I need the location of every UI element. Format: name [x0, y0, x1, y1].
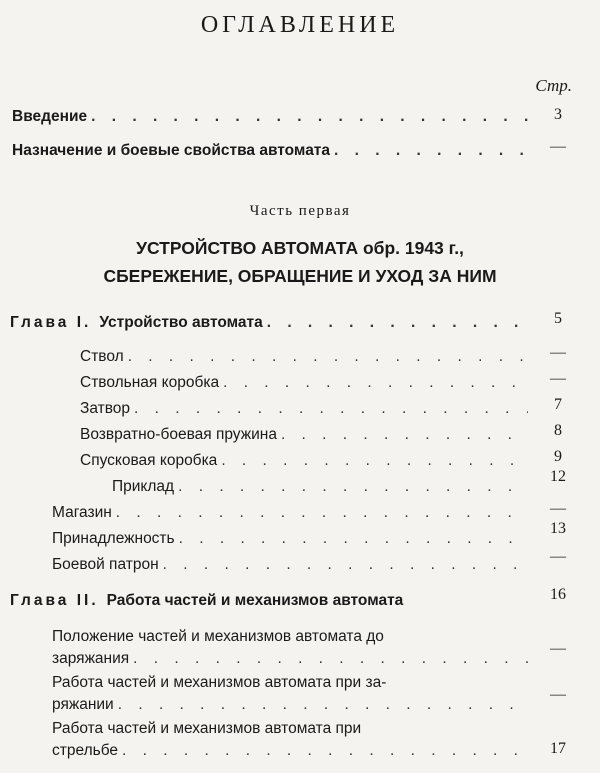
- leader-dots: [221, 452, 528, 470]
- toc-subentry[interactable]: [80, 452, 528, 470]
- toc-subentry[interactable]: [80, 374, 528, 392]
- toc-entry-line-2[interactable]: [52, 650, 528, 668]
- toc-page-number: —: [550, 370, 566, 387]
- toc-entry-label: Ствол: [80, 348, 124, 365]
- toc-entry-label: Магазин: [52, 504, 112, 521]
- chapter-title: Устройство автомата: [99, 314, 263, 331]
- toc-entry-label: Ствольная коробка: [80, 374, 220, 391]
- toc-page-number: —: [550, 500, 566, 517]
- toc-page-number: 3: [554, 106, 562, 123]
- toc-page-number: 17: [550, 740, 566, 757]
- section-title-line-1: УСТРОЙСТВО АВТОМАТА обр. 1943 г.,: [136, 238, 464, 258]
- leader-dots: [134, 400, 528, 418]
- toc-page-number: 12: [550, 468, 566, 485]
- toc-entry-label: Возвратно-боевая пружина: [80, 426, 277, 443]
- toc-entry-label: ряжании: [52, 696, 114, 713]
- toc-entry-line-1[interactable]: Работа частей и механизмов автомата при: [52, 720, 362, 737]
- toc-entry-label: стрельбе: [52, 742, 119, 759]
- toc-page-number: 13: [550, 520, 566, 537]
- toc-page-number: 16: [550, 586, 566, 603]
- toc-page-number: 8: [554, 422, 562, 439]
- toc-entry-label: заряжания: [52, 650, 130, 667]
- toc-entry-line-1[interactable]: Положение частей и механизмов автомата до: [52, 628, 384, 645]
- chapter-number: Глава I.: [10, 314, 92, 331]
- toc-subentry[interactable]: [112, 478, 528, 496]
- toc-page-number: 5: [554, 310, 562, 327]
- toc-subentry[interactable]: [80, 400, 528, 418]
- toc-entry[interactable]: [52, 530, 528, 548]
- leader-dots: [118, 696, 528, 714]
- toc-entry-label: Назначение и боевые свойства автомата: [12, 142, 331, 159]
- leader-dots: [267, 314, 528, 332]
- page-title: ОГЛАВЛЕНИЕ: [200, 12, 400, 38]
- toc-page-number: —: [550, 344, 566, 361]
- toc-subentry[interactable]: [80, 426, 528, 444]
- toc-entry[interactable]: [52, 504, 528, 522]
- toc-entry-label: Принадлежность: [52, 530, 175, 547]
- toc-page-number: —: [550, 686, 566, 703]
- toc-chapter-2[interactable]: [10, 592, 528, 610]
- leader-dots: [163, 556, 528, 574]
- leader-dots: [223, 374, 528, 392]
- toc-entry-line-2[interactable]: [52, 742, 528, 760]
- toc-page-number: —: [550, 548, 566, 565]
- toc-entry[interactable]: [52, 556, 528, 574]
- part-heading: Часть первая: [249, 203, 351, 219]
- toc-entry-line-2[interactable]: [52, 696, 528, 714]
- toc-entry-line-1[interactable]: Работа частей и механизмов автомата при за-: [52, 674, 387, 691]
- leader-dots: [133, 650, 528, 668]
- leader-dots: [281, 426, 528, 444]
- leader-dots: [91, 108, 528, 126]
- toc-entry-label: Боевой патрон: [52, 556, 159, 573]
- toc-entry-label: Спусковая коробка: [80, 452, 218, 469]
- leader-dots: [178, 478, 528, 496]
- toc-entry-label: Введение: [12, 108, 88, 125]
- toc-entry-purpose[interactable]: [12, 142, 528, 160]
- toc-entry-intro[interactable]: [12, 108, 528, 126]
- leader-dots: [128, 348, 528, 366]
- toc-page-number: —: [550, 138, 566, 155]
- toc-entry-label: Приклад: [112, 478, 175, 495]
- chapter-number: Глава II.: [10, 592, 99, 609]
- leader-dots: [179, 530, 528, 548]
- leader-dots: [116, 504, 528, 522]
- chapter-title: Работа частей и механизмов автомата: [106, 592, 404, 609]
- toc-subentry[interactable]: [80, 348, 528, 366]
- leader-dots: [334, 142, 528, 160]
- toc-chapter-1[interactable]: [10, 314, 528, 332]
- page-column-label: Стр.: [535, 76, 572, 95]
- section-title-line-2: СБЕРЕЖЕНИЕ, ОБРАЩЕНИЕ И УХОД ЗА НИМ: [103, 266, 497, 286]
- toc-entry-label: Затвор: [80, 400, 131, 417]
- leader-dots: [122, 742, 528, 760]
- toc-page-number: 7: [554, 396, 562, 413]
- toc-page-number: —: [550, 640, 566, 657]
- toc-page-number: 9: [554, 448, 562, 465]
